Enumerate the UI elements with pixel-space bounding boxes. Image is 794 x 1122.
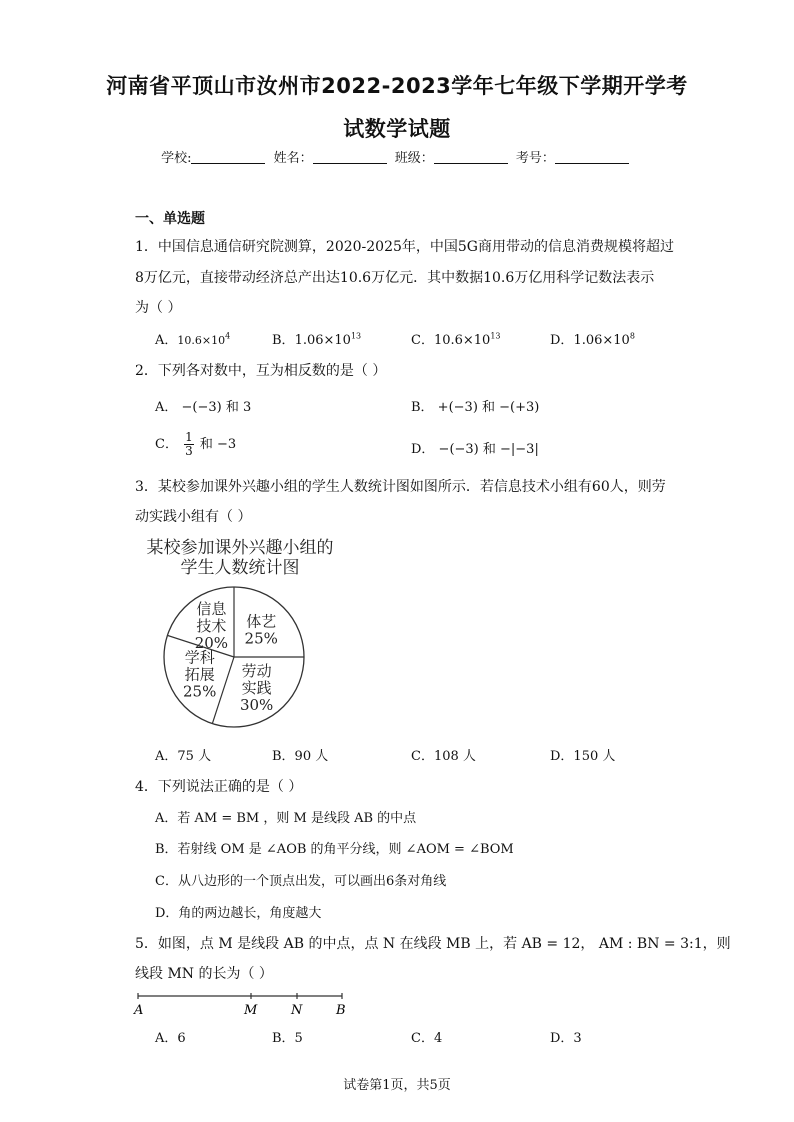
pie-slice-label-line: 25%: [183, 682, 217, 701]
q2-option-c-rest: 和 −3: [199, 437, 237, 452]
q4-stem: 4．下列说法正确的是（ ）: [135, 779, 303, 795]
pie-slice-label-line: 学科: [184, 648, 215, 667]
q1-line2: 8万亿元，直接带动经济总产出达10.6万亿元．其中数据10.6万亿用科学记数法表示: [135, 270, 655, 286]
pie-slice-label-line: 20%: [194, 633, 229, 652]
pie-slice-label-line: 劳动: [241, 662, 272, 681]
q3-option-c[interactable]: C．108 人: [411, 749, 476, 764]
q4-option-b[interactable]: B．若射线 OM 是 ∠AOB 的角平分线，则 ∠AOM = ∠BOM: [155, 842, 514, 857]
q2-option-a[interactable]: A． −(−3) 和 3: [155, 400, 252, 415]
q3-line2: 动实践小组有（ ）: [135, 509, 252, 525]
class-blank[interactable]: [434, 149, 508, 164]
pie-chart: [130, 535, 370, 735]
q1-option-c-base: 10.6×10: [433, 333, 491, 348]
fraction-numerator: 1: [185, 430, 193, 444]
q3-option-a[interactable]: A．75 人: [155, 749, 212, 764]
q1-option-b-label: B．: [272, 333, 295, 348]
q4-option-a[interactable]: A．若 AM = BM ，则 M 是线段 AB 的中点: [155, 811, 417, 826]
q2-option-c-fraction: [184, 431, 194, 458]
pie-slice-label-line: 技术: [196, 616, 227, 635]
q3-line1: 3．某校参加课外兴趣小组的学生人数统计图如图所示．若信息技术小组有60人，则劳: [135, 479, 666, 495]
q1-line1: 1．中国信息通信研究院测算，2020-2025年，中国5G商用带动的信息消费规模将超过: [135, 239, 674, 255]
q1-option-d[interactable]: [550, 329, 635, 348]
school-label: 学校:: [161, 151, 192, 166]
q2-stem: 2．下列各对数中，互为相反数的是（ ）: [135, 363, 387, 379]
pie-slice-label-line: 拓展: [184, 665, 215, 684]
q1-line3: 为（ ）: [135, 300, 182, 316]
name-label: 姓名：: [273, 151, 313, 166]
page-title-line2: 试数学试题: [343, 117, 451, 141]
segment-diagram: [130, 988, 360, 1020]
class-label: 班级：: [394, 151, 434, 166]
q2-option-c[interactable]: [155, 431, 236, 458]
q4-option-c[interactable]: C．从八边形的一个顶点出发，可以画出6条对角线: [155, 874, 447, 889]
q1-option-c-label: C．: [411, 333, 434, 348]
q2-option-c-label: C．: [155, 437, 178, 452]
q1-option-a-label: A．: [155, 333, 178, 348]
pie-slice-label: [195, 600, 228, 652]
q1-option-d-label: D．: [550, 333, 574, 348]
q1-option-b[interactable]: [272, 329, 361, 348]
q1-option-a-exp: 4: [225, 331, 231, 341]
point-m-label: M: [244, 1003, 258, 1018]
page-title: 河南省平顶山市汝州市2022-2023学年七年级下学期开学考: [106, 74, 688, 98]
pie-slice-label-line: 信息: [196, 599, 227, 618]
q2-option-b[interactable]: B． +(−3) 和 −(+3): [411, 400, 540, 415]
pie-slice-label-line: 实践: [241, 679, 272, 698]
number-label: 考号：: [515, 151, 555, 166]
pie-slices: [164, 587, 304, 727]
chart-title-line1: 某校参加课外兴趣小组的: [146, 538, 334, 558]
q5-option-b[interactable]: B．5: [272, 1031, 303, 1046]
q3-option-b[interactable]: B．90 人: [272, 749, 329, 764]
q1-option-a-base: 10.6×10: [177, 334, 226, 347]
q4-option-d[interactable]: D．角的两边越长，角度越大: [155, 906, 322, 921]
fraction-denominator: 3: [185, 444, 193, 458]
student-info-line: [0, 147, 794, 166]
pie-slice-label-line: 体艺: [246, 612, 277, 631]
q1-option-d-exp: 8: [629, 331, 635, 341]
number-blank[interactable]: [555, 149, 629, 164]
pie-slice-label: [240, 662, 273, 714]
q1-option-b-base: 1.06×10: [294, 333, 351, 348]
pie-slice-label-line: 30%: [239, 696, 274, 715]
q3-option-d[interactable]: D．150 人: [550, 749, 616, 764]
q1-option-b-exp: 13: [350, 331, 362, 341]
name-blank[interactable]: [313, 149, 387, 164]
q2-option-d[interactable]: D． −(−3) 和 −|−3|: [411, 442, 539, 457]
section-title: 一、单选题: [135, 211, 205, 227]
q5-line2: 线段 MN 的长为（ ）: [135, 966, 273, 982]
pie-slice-label-line: 25%: [244, 629, 278, 648]
chart-title-line2: 学生人数统计图: [180, 558, 300, 578]
q1-option-a[interactable]: [155, 329, 230, 348]
q5-option-d[interactable]: D．3: [550, 1031, 582, 1046]
q5-option-a[interactable]: A．6: [155, 1031, 186, 1046]
q1-option-d-base: 1.06×10: [573, 333, 630, 348]
q1-option-c[interactable]: [411, 329, 501, 348]
pie-slice-label: [183, 648, 216, 700]
q5-option-c[interactable]: C．4: [411, 1031, 443, 1046]
pie-slice-label: [245, 612, 278, 647]
q5-line1: 5．如图，点 M 是线段 AB 的中点，点 N 在线段 MB 上，若 AB = 12， AM : BN = 3:1，则: [135, 936, 731, 952]
q1-option-c-exp: 13: [490, 331, 501, 341]
point-a-label: A: [134, 1003, 144, 1018]
point-b-label: B: [336, 1003, 346, 1018]
point-n-label: N: [291, 1003, 303, 1018]
page-footer: 试卷第1页，共5页: [343, 1078, 451, 1093]
school-blank[interactable]: [191, 149, 265, 164]
